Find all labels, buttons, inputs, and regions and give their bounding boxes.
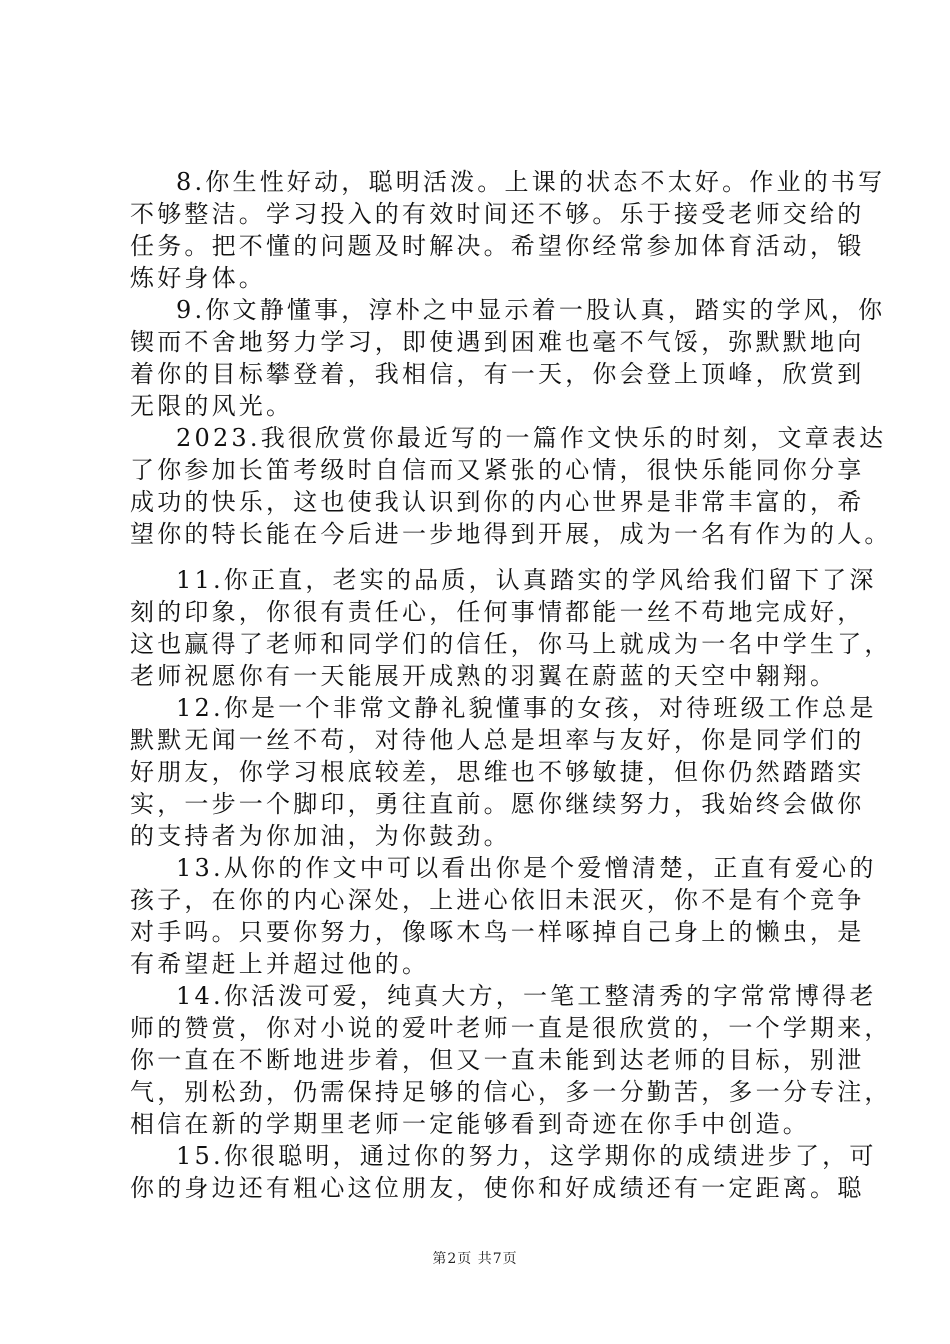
text-line: 13.从你的作文中可以看出你是个爱憎清楚，正直有爱心的: [176, 854, 877, 882]
text-line: 不够整洁。学习投入的有效时间还不够。乐于接受老师交给的: [130, 200, 865, 228]
text-line: 15.你很聪明，通过你的努力，这学期你的成绩进步了，可: [176, 1142, 877, 1170]
text-line: 成功的快乐，这也使我认识到你的内心世界是非常丰富的，希: [130, 488, 865, 516]
paragraph-2023: [130, 422, 892, 550]
text-line: 任务。把不懂的问题及时解决。希望你经常参加体育活动，锻: [130, 232, 865, 260]
paragraph-9: [130, 294, 886, 422]
text-line: 有希望赶上并超过他的。: [130, 950, 430, 978]
text-line: 14.你活泼可爱，纯真大方，一笔工整清秀的字常常博得老: [176, 982, 877, 1010]
paragraph-8: [130, 166, 886, 294]
text-line: 8.你生性好动，聪明活泼。上课的状态不太好。作业的书写: [176, 168, 886, 196]
text-line: 默默无闻一丝不苟，对待他人总是坦率与友好，你是同学们的: [130, 726, 865, 754]
text-line: 孩子，在你的内心深处，上进心依旧未泯灭，你不是有个竞争: [130, 886, 865, 914]
text-line: 相信在新的学期里老师一定能够看到奇迹在你手中创造。: [130, 1110, 810, 1138]
text-line: 望你的特长能在今后进一步地得到开展，成为一名有作为的人。: [130, 520, 892, 548]
text-line: 11.你正直，老实的品质，认真踏实的学风给我们留下了深: [176, 566, 877, 594]
text-line: 着你的目标攀登着，我相信，有一天，你会登上顶峰，欣赏到: [130, 360, 865, 388]
text-line: 锲而不舍地努力学习，即使遇到困难也毫不气馁，弥默默地向: [130, 328, 865, 356]
text-line: 实，一步一个脚印，勇往直前。愿你继续努力，我始终会做你: [130, 790, 865, 818]
text-line: 老师祝愿你有一天能展开成熟的羽翼在蔚蓝的天空中翱翔。: [130, 662, 838, 690]
paragraph-14: [130, 980, 892, 1140]
text-line: 无限的风光。: [130, 392, 294, 420]
text-line: 你的身边还有粗心这位朋友，使你和好成绩还有一定距离。聪: [130, 1174, 865, 1202]
text-line: 2023.我很欣赏你最近写的一篇作文快乐的时刻，文章表达: [176, 424, 887, 452]
text-line: 你一直在不断地进步着，但又一直未能到达老师的目标，别泄: [130, 1046, 865, 1074]
text-line: 刻的印象，你很有责任心，任何事情都能一丝不苟地完成好，: [130, 598, 865, 626]
text-line: 9.你文静懂事，淳朴之中显示着一股认真，踏实的学风，你: [176, 296, 886, 324]
text-line: 了你参加长笛考级时自信而又紧张的心情，很快乐能同你分享: [130, 456, 865, 484]
paragraph-13: [130, 852, 877, 980]
page-number-footer: 第2页 共7页: [432, 1251, 518, 1267]
text-line: 师的赞赏，你对小说的爱叶老师一直是很欣赏的，一个学期来，: [130, 1014, 892, 1042]
paragraph-12: [130, 692, 877, 852]
text-line: 对手吗。只要你努力，像啄木鸟一样啄掉自己身上的懒虫，是: [130, 918, 865, 946]
text-line: 气，别松劲，仍需保持足够的信心，多一分勤苦，多一分专注，: [130, 1078, 892, 1106]
paragraph-15: [130, 1140, 877, 1204]
paragraph-spacer: [130, 550, 830, 564]
text-line: 好朋友，你学习根底较差，思维也不够敏捷，但你仍然踏踏实: [130, 758, 865, 786]
text-line: 12.你是一个非常文静礼貌懂事的女孩，对待班级工作总是: [176, 694, 877, 722]
text-line: 炼好身体。: [130, 264, 266, 292]
text-line: 这也赢得了老师和同学们的信任，你马上就成为一名中学生了，: [130, 630, 892, 658]
paragraph-11: [130, 564, 892, 692]
text-line: 的支持者为你加油，为你鼓劲。: [130, 822, 511, 850]
document-body: [130, 166, 892, 1204]
